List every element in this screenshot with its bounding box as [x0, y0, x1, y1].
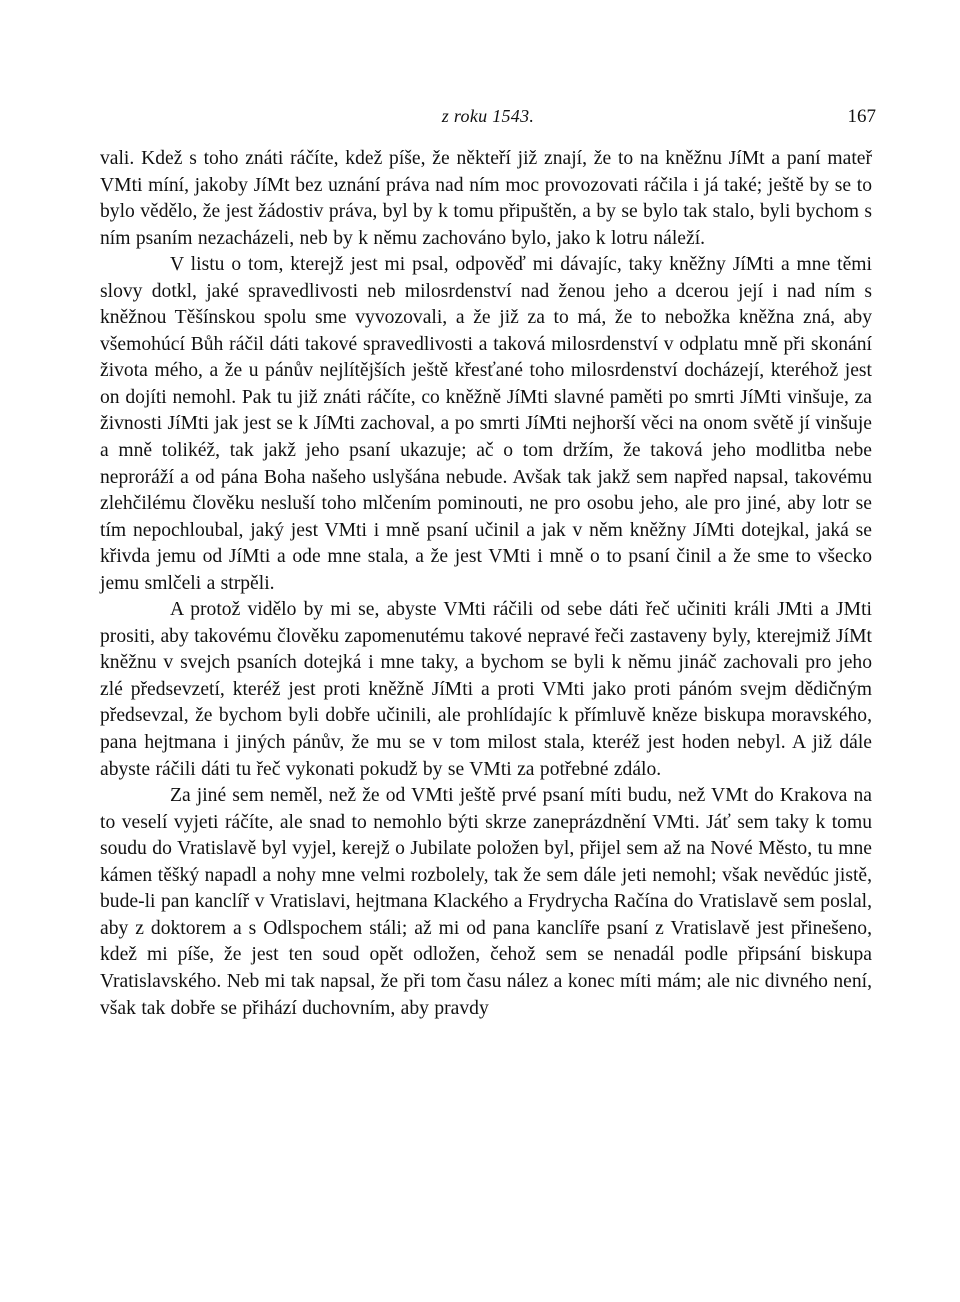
paragraph-continuation: vali. Kdež s toho znáti ráčíte, kdež píše, že někteří již znají, že to na kněžnu JíMt a paní mateř VMti míní, jakoby JíMt bez uznání práva nad ním moc provozovati ráčila i já také; ještě by se to bylo vědělo, že jest žádostiv práva, byl by k tomu připuštěn, a by se bylo tak stalo, byli bychom s ním psaním nezacházeli, neb by k němu zachováno bylo, jako k lotru náleží.: [100, 148, 872, 249]
paragraph: Za jiné sem neměl, než že od VMti ještě prvé psaní míti budu, než VMt do Krakova na to veselí vyjeti ráčíte, ale snad to nemohlo býti skrze zaneprázdnění VMti. Jáť sem taky k tomu soudu do Vratislavě byl vyjel, kerejž o Jubilate položen byl, přijel sem až na Nové Město, tu mne kámen těšký napadl a nohy mne velmi rozbolely, tak že sem dále jeti nemohl; však nevědúc jistě, bude-li pan kanclíř v Vratislavi, hejtmana Klackého a Frydrycha Račína do Vratislavě sem poslal, aby z doktorem a s Odlspochem stáli; až mi od pana kanclíře psaní z Vratislavě jest přinešeno, kdež mi píše, že jest ten soud opět odložen, čehož sem se nenadál podle připsání biskupa Vratislavského. Neb mi tak napsal, že při tom času nález a konec míti mám; ale nic divného není, však tak dobře se přihází duchovním, aby pravdy: [100, 785, 872, 1019]
body-text: [100, 146, 872, 1022]
running-head: [100, 106, 876, 136]
page-number: 167: [847, 106, 876, 127]
paragraph: V listu o tom, kterejž jest mi psal, odpověď mi dávajíc, taky kněžny JíMti a mne těmi slovy dotkl, jaké spravedlivosti neb milosrdenství nad ženou jeho a dcerou její i nad ním s kněžnou Těšínskou spolu sme vyvozovali, a že již za to má, že to nebožka kněžna zná, aby všemohúcí Bůh ráčil dáti takové spravedlivosti a taková milosrdenství v odplatu mně při skonání života mého, a že u pánův nejlítějších ještě křesťané toho milosrdenství docházejí, kteréhož jest on dojíti nemohl. Pak tu již znáti ráčíte, co kněžně JíMti slavné paměti po smrti JíMti vinšuje, za živnosti JíMti jak jest se k JíMti zachoval, a po smrti JíMti nejhorší věci na onom světě jí vinšuje a mně tolikéž, tak jakž jeho psaní ukazuje; ač o tom držím, že taková jeho modlitba nebe neproráží a od pána Boha našeho uslyšána nebude. Avšak tak jakž sem napřed napsal, takovému zlehčilému člověku nesluší toho mlčením pominouti, ne pro osobu jeho, ale pro jiné, aby lotr se tím nepochloubal, jaký jest VMti i mně psaní učinil a jak v něm kněžny JíMti dotejkal, jaká se křivda jemu od JíMti a ode mne stala, a že jest VMti i mně o to psaní činil a že sme to všecko jemu smlčeli a strpěli.: [100, 254, 872, 594]
paragraph: A protož vidělo by mi se, abyste VMti ráčili od sebe dáti řeč učiniti králi JMti a JMti prositi, aby takovému člověku zapomenutému takové nepravé řeči zastaveny byly, kterejmiž JíMt kněžnu v svejch psaních dotejká i mne taky, a bychom se byli k němu jináč zachovali pro jeho zlé předsevzetí, kteréž jest proti kněžně JíMti a proti VMti jako proti pánóm svejm dědičným předsevzal, že bychom byli dobře učinili, ale prohlídajíc k přímluvě kněze biskupa moravského, pana hejtmana i jiných pánův, že mu se v tom milost stala, kteréž jest hoden nebyl. A již dále abyste ráčili dáti tu řeč vykonati pokudž by se VMti za potřebné zdálo.: [100, 599, 872, 780]
header-title: z roku 1543.: [441, 106, 535, 126]
